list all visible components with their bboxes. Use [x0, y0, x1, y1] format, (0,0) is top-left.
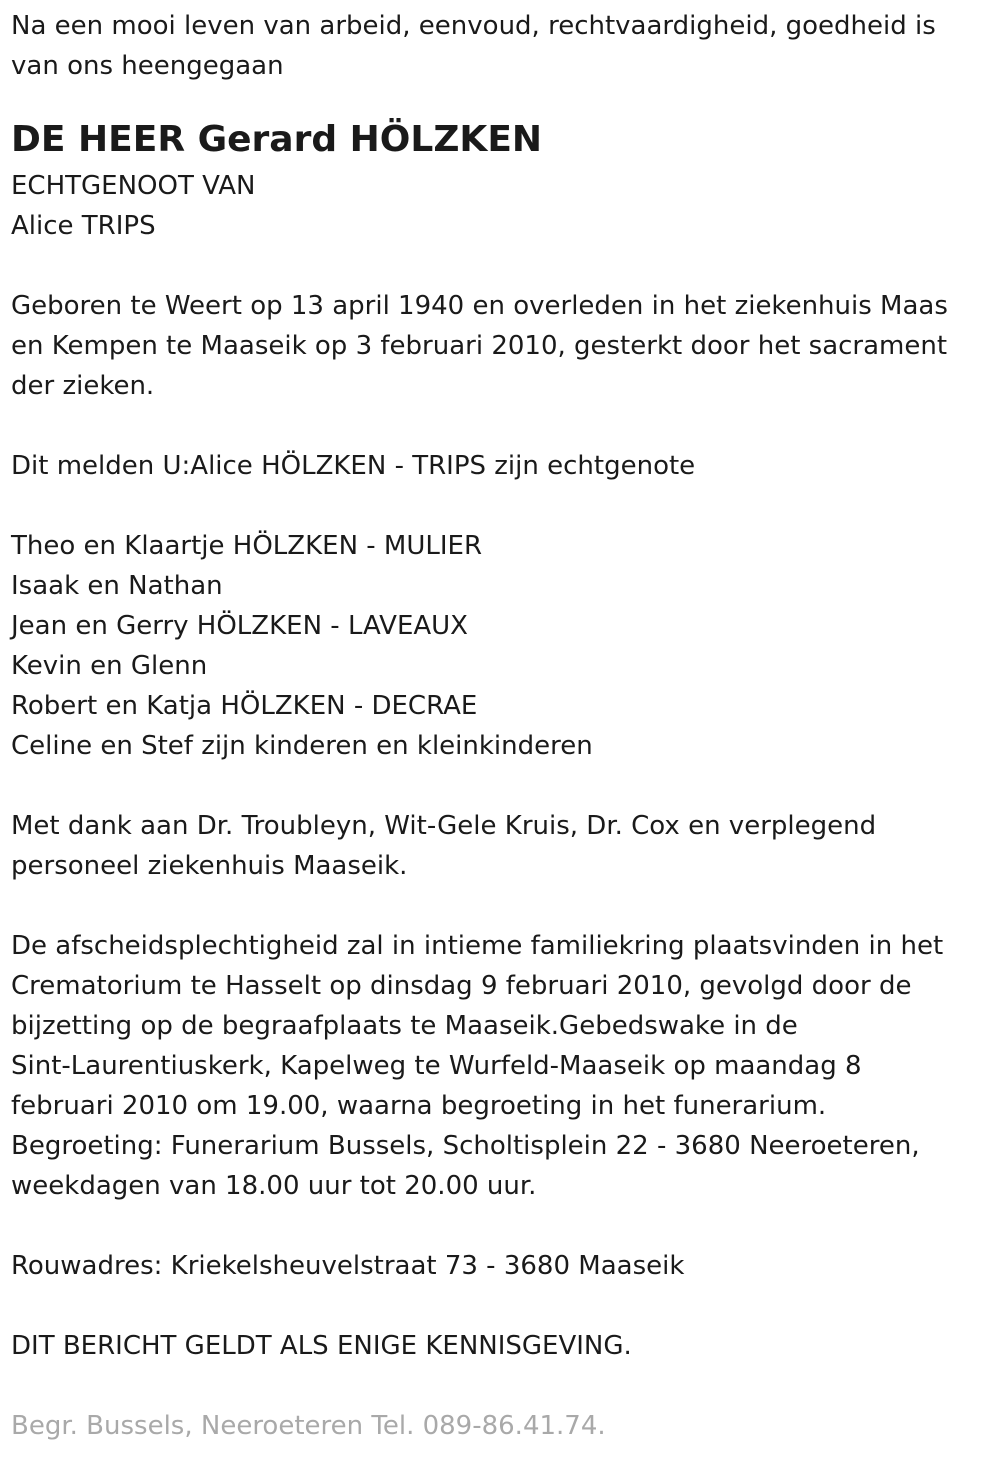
- spouse-label: ECHTGENOOT VAN: [11, 171, 256, 201]
- ceremony-line: weekdagen van 18.00 uur tot 20.00 uur.: [11, 1171, 537, 1201]
- birth-death-line: en Kempen te Maaseik op 3 februari 2010, gesterkt door het sacrament: [11, 331, 948, 361]
- birth-death-line: der zieken.: [11, 371, 155, 401]
- spouse-name: Alice TRIPS: [11, 211, 156, 241]
- intro-line: Na een mooi leven van arbeid, eenvoud, rechtvaardigheid, goedheid is: [11, 11, 936, 41]
- intro-line: van ons heengegaan: [11, 51, 284, 81]
- deceased-name: DE HEER Gerard HÖLZKEN: [11, 119, 543, 160]
- mourning-address: Rouwadres: Kriekelsheuvelstraat 73 - 3680 Maaseik: [11, 1251, 685, 1281]
- birth-death-line: Geboren te Weert op 13 april 1940 en overleden in het ziekenhuis Maas: [11, 291, 948, 321]
- ceremony-line: februari 2010 om 19.00, waarna begroeting in het funerarium.: [11, 1091, 827, 1121]
- family-line: Jean en Gerry HÖLZKEN - LAVEAUX: [11, 611, 468, 641]
- ceremony-line: De afscheidsplechtigheid zal in intieme familiekring plaatsvinden in het: [11, 931, 944, 961]
- thanks-line: Met dank aan Dr. Troubleyn, Wit-Gele Kruis, Dr. Cox en verplegend: [11, 811, 877, 841]
- ceremony-line: Crematorium te Hasselt op dinsdag 9 februari 2010, gevolgd door de: [11, 971, 912, 1001]
- family-line: Theo en Klaartje HÖLZKEN - MULIER: [11, 531, 483, 561]
- announced-by: Dit melden U:Alice HÖLZKEN - TRIPS zijn echtgenote: [11, 451, 696, 481]
- thanks-line: personeel ziekenhuis Maaseik.: [11, 851, 408, 881]
- obituary-notice: [11, 6, 986, 1446]
- funeral-home-footer: Begr. Bussels, Neeroeteren Tel. 089-86.41.74.: [11, 1411, 606, 1441]
- notice-text: DIT BERICHT GELDT ALS ENIGE KENNISGEVING.: [11, 1331, 632, 1361]
- family-line: Isaak en Nathan: [11, 571, 223, 601]
- ceremony-line: Begroeting: Funerarium Bussels, Scholtisplein 22 - 3680 Neeroeteren,: [11, 1131, 920, 1161]
- ceremony-line: bijzetting op de begraafplaats te Maaseik.Gebedswake in de: [11, 1011, 798, 1041]
- family-line: Robert en Katja HÖLZKEN - DECRAE: [11, 691, 478, 721]
- family-line: Kevin en Glenn: [11, 651, 208, 681]
- ceremony-line: Sint-Laurentiuskerk, Kapelweg te Wurfeld-Maaseik op maandag 8: [11, 1051, 862, 1081]
- family-line: Celine en Stef zijn kinderen en kleinkinderen: [11, 731, 593, 761]
